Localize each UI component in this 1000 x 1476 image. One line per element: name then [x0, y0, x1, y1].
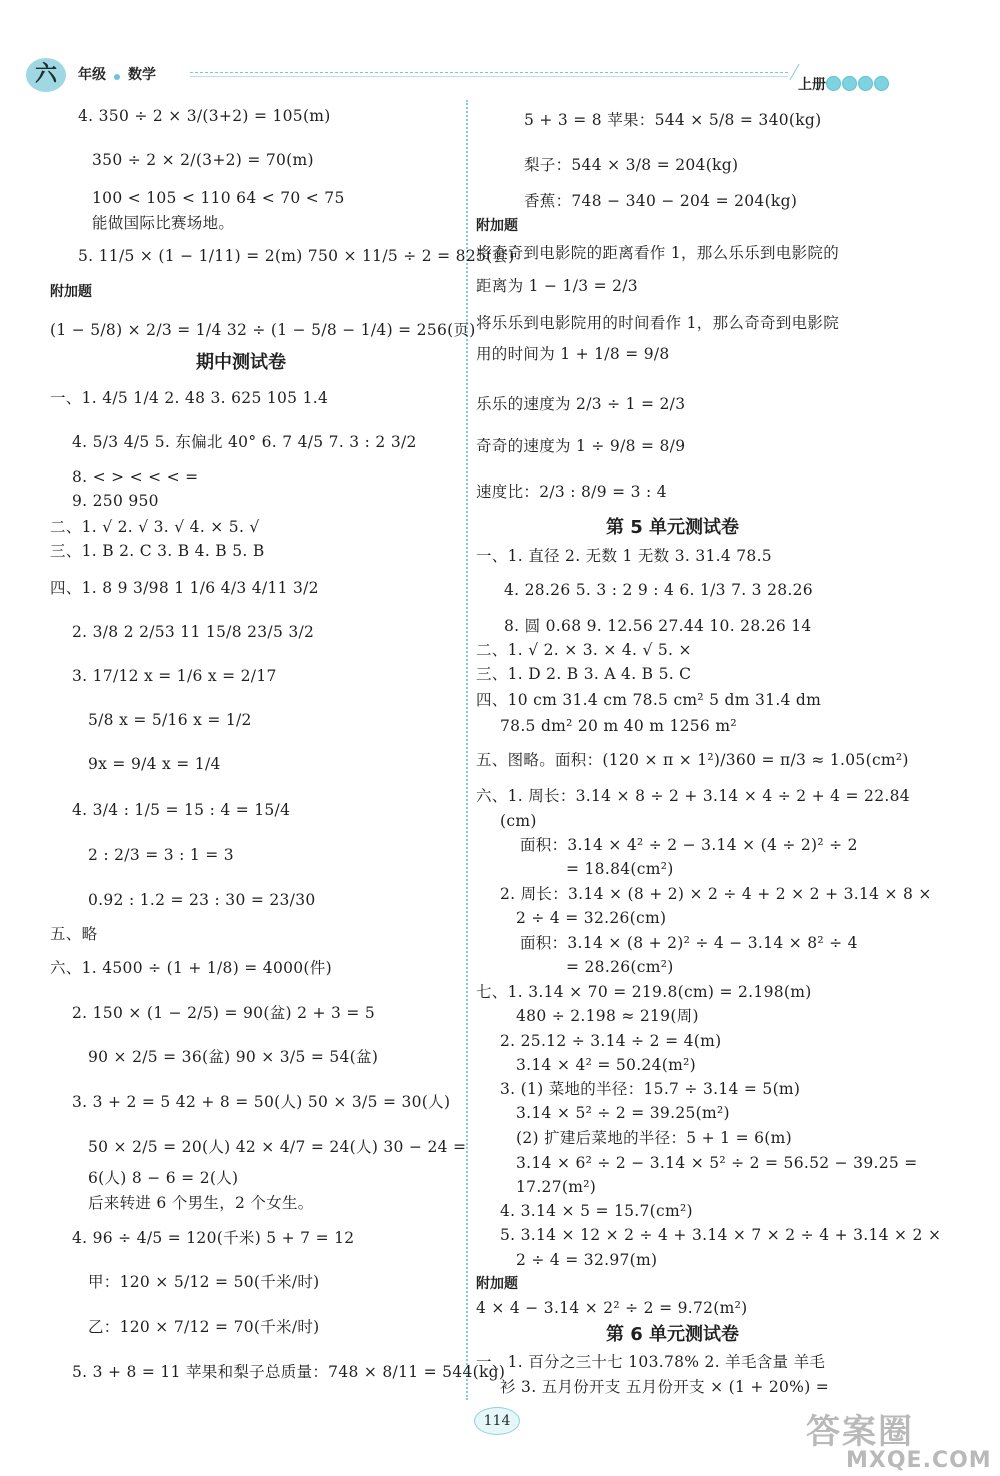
answer-line: 5. 11/5 × (1 − 1/11) = 2(m) 750 × 11/5 ÷ 2 = 825(套) — [78, 247, 515, 265]
watermark — [800, 1404, 992, 1473]
answer-line: 香蕉：748 − 340 − 204 = 204(kg) — [524, 192, 798, 210]
answer-line: 后来转进 6 个男生，2 个女生。 — [88, 1194, 314, 1212]
answer-line: 90 × 2/5 = 36(盆) 90 × 3/5 = 54(盆) — [88, 1048, 379, 1066]
answer-line: 4. 5/3 4/5 5. 东偏北 40° 6. 7 4/5 7. 3 : 2 3/2 — [72, 433, 417, 451]
answer-line: 衫 3. 五月份开支 五月份开支 × (1 + 20%) = — [500, 1378, 830, 1396]
answer-line: 2. 周长：3.14 × (8 + 2) × 2 ÷ 4 + 2 × 2 + 3.14 × 8 × — [500, 885, 932, 903]
answer-line: 3.14 × 5² ÷ 2 = 39.25(m²) — [516, 1104, 730, 1122]
answer-line: 3. (1) 菜地的半径：15.7 ÷ 3.14 = 5(m) — [500, 1080, 801, 1098]
answer-line: 速度比：2/3 : 8/9 = 3 : 4 — [476, 483, 667, 501]
answer-line: 2. 150 × (1 − 2/5) = 90(盆) 2 + 3 = 5 — [72, 1004, 376, 1022]
answer-line: 4. 96 ÷ 4/5 = 120(千米) 5 + 7 = 12 — [72, 1229, 355, 1247]
answer-line: 四、10 cm 31.4 cm 78.5 cm² 5 dm 31.4 dm — [476, 691, 822, 709]
extra-question-title: 附加题 — [476, 1276, 518, 1292]
answer-line: 2. 25.12 ÷ 3.14 ÷ 2 = 4(m) — [500, 1032, 722, 1050]
answer-line: 4. 3.14 × 5 = 15.7(cm²) — [500, 1202, 693, 1220]
answer-line: 将奇奇到电影院的距离看作 1，那么乐乐到电影院的 — [476, 244, 839, 262]
answer-line: 17.27(m²) — [516, 1178, 597, 1196]
answer-line: 5. 3.14 × 12 × 2 ÷ 4 + 3.14 × 7 × 2 ÷ 4 + 3.14 × 2 × — [500, 1226, 942, 1244]
column-divider — [466, 100, 468, 1400]
grade-label: 年级 — [78, 67, 106, 83]
separator-dot-icon — [114, 74, 120, 80]
answer-line: (cm) — [500, 812, 537, 830]
answer-line: 4 × 4 − 3.14 × 2² ÷ 2 = 9.72(m²) — [476, 1299, 748, 1317]
answer-line: = 28.26(cm²) — [566, 958, 674, 976]
answer-line: 六、1. 周长：3.14 × 8 ÷ 2 + 3.14 × 4 ÷ 2 + 4 = 22.84 — [476, 787, 910, 805]
answer-line: 六、1. 4500 ÷ (1 + 1/8) = 4000(件) — [50, 959, 332, 977]
answer-line: 2 ÷ 4 = 32.26(cm) — [516, 909, 667, 927]
answer-line: 50 × 2/5 = 20(人) 42 × 4/7 = 24(人) 30 − 24 = — [88, 1138, 467, 1156]
answer-line: 4. 3/4 : 1/5 = 15 : 4 = 15/4 — [72, 801, 291, 819]
answer-line: 5. 3 + 8 = 11 苹果和梨子总质量：748 × 8/11 = 544(kg) — [72, 1363, 506, 1381]
answer-line: 面积：3.14 × (8 + 2)² ÷ 4 − 3.14 × 8² ÷ 4 — [520, 934, 858, 952]
answer-line: 面积：3.14 × 4² ÷ 2 − 3.14 × (4 ÷ 2)² ÷ 2 — [520, 836, 858, 854]
answer-line: 8. < > < < < = — [72, 468, 199, 486]
answer-line: 100 < 105 < 110 64 < 70 < 75 — [92, 189, 345, 207]
answer-line: (2) 扩建后菜地的半径：5 + 1 = 6(m) — [516, 1129, 792, 1147]
answer-line: 5/8 x = 5/16 x = 1/2 — [88, 711, 252, 729]
answer-line: 奇奇的速度为 1 ÷ 9/8 = 8/9 — [476, 437, 686, 455]
answer-line: 3. 3 + 2 = 5 42 + 8 = 50(人) 50 × 3/5 = 30(人) — [72, 1093, 451, 1111]
decorative-bubbles-icon — [826, 76, 889, 94]
answer-line: 9. 250 950 — [72, 492, 159, 510]
answer-line: 四、1. 8 9 3/98 1 1/6 4/3 4/11 3/2 — [50, 579, 319, 597]
page-number: 114 — [474, 1407, 520, 1435]
answer-line: 一、1. 直径 2. 无数 1 无数 3. 31.4 78.5 — [476, 547, 772, 565]
answer-line: 距离为 1 − 1/3 = 2/3 — [476, 277, 638, 295]
section-title: 第 5 单元测试卷 — [606, 517, 740, 538]
page-header — [0, 0, 1000, 100]
answer-line: 4. 28.26 5. 3 : 2 9 : 4 6. 1/3 7. 3 28.26 — [504, 581, 813, 599]
extra-question-title: 附加题 — [50, 284, 92, 300]
answer-line: 五、图略。面积：(120 × π × 1²)/360 = π/3 ≈ 1.05(cm²) — [476, 751, 909, 769]
answer-line: 8. 圆 0.68 9. 12.56 27.44 10. 28.26 14 — [504, 617, 812, 635]
answer-line: 一、1. 4/5 1/4 2. 48 3. 625 105 1.4 — [50, 389, 329, 407]
answer-line: (1 − 5/8) × 2/3 = 1/4 32 ÷ (1 − 5/8 − 1/4) = 256(页) — [50, 321, 476, 339]
answer-line: 乐乐的速度为 2/3 ÷ 1 = 2/3 — [476, 395, 686, 413]
answer-line: 将乐乐到电影院用的时间看作 1，那么奇奇到电影院 — [476, 314, 839, 332]
answer-line: 三、1. B 2. C 3. B 4. B 5. B — [50, 542, 265, 560]
answer-line: 9x = 9/4 x = 1/4 — [88, 755, 221, 773]
answer-line: 4. 350 ÷ 2 × 3/(3+2) = 105(m) — [78, 107, 331, 125]
watermark-url: MXQE.COM — [846, 1448, 992, 1473]
answer-line: 用的时间为 1 + 1/8 = 9/8 — [476, 345, 670, 363]
header-slash — [775, 64, 799, 80]
extra-question-title: 附加题 — [476, 218, 518, 234]
answer-line: 五、略 — [50, 925, 98, 943]
answer-line: 一、1. 百分之三十七 103.78% 2. 羊毛含量 羊毛 — [476, 1353, 826, 1371]
answer-line: 6(人) 8 − 6 = 2(人) — [88, 1169, 239, 1187]
answer-line: 78.5 dm² 20 m 40 m 1256 m² — [500, 717, 737, 735]
subject-label: 数学 — [128, 67, 156, 83]
answer-line: 3.14 × 4² = 50.24(m²) — [516, 1056, 696, 1074]
answer-line: 2 : 2/3 = 3 : 1 = 3 — [88, 846, 234, 864]
answer-line: 乙：120 × 7/12 = 70(千米/时) — [88, 1318, 320, 1336]
answer-line: 0.92 : 1.2 = 23 : 30 = 23/30 — [88, 891, 316, 909]
answer-line: 2 ÷ 4 = 32.97(m) — [516, 1251, 658, 1269]
answer-line: 二、1. √ 2. × 3. × 4. √ 5. × — [476, 641, 692, 659]
answer-line: 2. 3/8 2 2/53 11 15/8 23/5 3/2 — [72, 623, 315, 641]
answer-line: 甲：120 × 5/12 = 50(千米/时) — [88, 1273, 320, 1291]
header-rule — [190, 72, 788, 73]
answer-line: 5 + 3 = 8 苹果：544 × 5/8 = 340(kg) — [524, 111, 822, 129]
answer-line: 480 ÷ 2.198 ≈ 219(周) — [516, 1007, 699, 1025]
section-title: 期中测试卷 — [196, 352, 286, 373]
section-title: 第 6 单元测试卷 — [606, 1324, 740, 1345]
grade-badge: 六 — [26, 58, 66, 92]
answer-line: 三、1. D 2. B 3. A 4. B 5. C — [476, 665, 692, 683]
answer-line: 350 ÷ 2 × 2/(3+2) = 70(m) — [92, 151, 314, 169]
watermark-text: 答案圈 — [806, 1412, 914, 1452]
answer-line: 梨子：544 × 3/8 = 204(kg) — [524, 156, 739, 174]
answer-line: 能做国际比赛场地。 — [92, 214, 235, 232]
answer-line: 七、1. 3.14 × 70 = 219.8(cm) = 2.198(m) — [476, 983, 812, 1001]
answer-line: 二、1. √ 2. √ 3. √ 4. × 5. √ — [50, 518, 260, 536]
volume-label: 上册 — [798, 77, 826, 93]
answer-line: 3.14 × 6² ÷ 2 − 3.14 × 5² ÷ 2 = 56.52 − 39.25 = — [516, 1154, 918, 1172]
header-rule-2 — [190, 76, 788, 77]
answer-line: 3. 17/12 x = 1/6 x = 2/17 — [72, 667, 277, 685]
answer-line: = 18.84(cm²) — [566, 860, 674, 878]
